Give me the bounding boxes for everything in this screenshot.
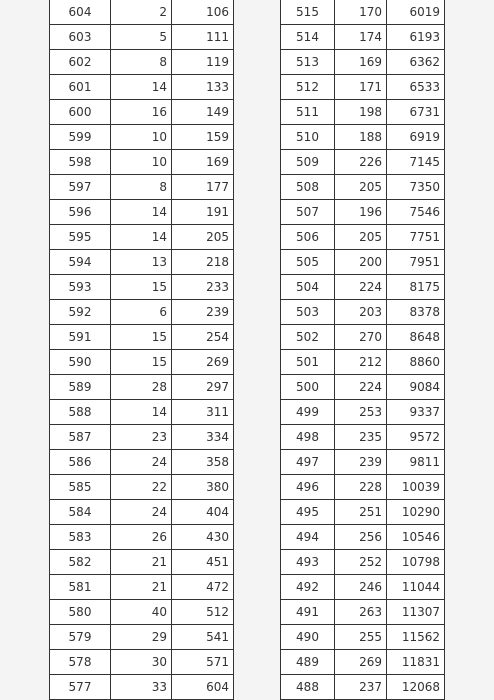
score-cell: 509 (281, 150, 335, 175)
table-row (50, 100, 234, 125)
score-cell: 497 (281, 450, 335, 475)
table-row (281, 300, 445, 325)
count-cell: 6 (111, 300, 172, 325)
cumulative-cell: 6533 (387, 75, 445, 100)
cumulative-cell: 451 (172, 550, 234, 575)
count-cell: 16 (111, 100, 172, 125)
score-cell: 600 (50, 100, 111, 125)
count-cell: 8 (111, 50, 172, 75)
table-row (50, 350, 234, 375)
score-cell: 596 (50, 200, 111, 225)
cumulative-cell: 7951 (387, 250, 445, 275)
score-cell: 587 (50, 425, 111, 450)
cumulative-cell: 233 (172, 275, 234, 300)
score-cell: 491 (281, 600, 335, 625)
count-cell: 14 (111, 75, 172, 100)
count-cell: 171 (335, 75, 387, 100)
count-cell: 228 (335, 475, 387, 500)
score-cell: 490 (281, 625, 335, 650)
score-cell: 592 (50, 300, 111, 325)
count-cell: 239 (335, 450, 387, 475)
table-row (50, 150, 234, 175)
cumulative-cell: 311 (172, 400, 234, 425)
count-cell: 33 (111, 675, 172, 700)
cumulative-cell: 11307 (387, 600, 445, 625)
score-cell: 588 (50, 400, 111, 425)
count-cell: 235 (335, 425, 387, 450)
score-cell: 506 (281, 225, 335, 250)
count-cell: 224 (335, 275, 387, 300)
count-cell: 15 (111, 275, 172, 300)
table-row (281, 100, 445, 125)
table-row (50, 675, 234, 700)
count-cell: 188 (335, 125, 387, 150)
cumulative-cell: 10798 (387, 550, 445, 575)
cumulative-cell: 159 (172, 125, 234, 150)
table-row (281, 75, 445, 100)
score-cell: 585 (50, 475, 111, 500)
table-row (50, 450, 234, 475)
count-cell: 8 (111, 175, 172, 200)
cumulative-cell: 10290 (387, 500, 445, 525)
score-cell: 601 (50, 75, 111, 100)
cumulative-cell: 106 (172, 0, 234, 25)
table-row (281, 650, 445, 675)
cumulative-cell: 8860 (387, 350, 445, 375)
table-row (50, 525, 234, 550)
score-cell: 503 (281, 300, 335, 325)
count-cell: 205 (335, 225, 387, 250)
count-cell: 205 (335, 175, 387, 200)
score-cell: 593 (50, 275, 111, 300)
count-cell: 5 (111, 25, 172, 50)
cumulative-cell: 177 (172, 175, 234, 200)
score-cell: 500 (281, 375, 335, 400)
score-cell: 515 (281, 0, 335, 25)
cumulative-cell: 7751 (387, 225, 445, 250)
cumulative-cell: 254 (172, 325, 234, 350)
table-row (281, 525, 445, 550)
score-cell: 589 (50, 375, 111, 400)
count-cell: 226 (335, 150, 387, 175)
cumulative-cell: 9572 (387, 425, 445, 450)
count-cell: 26 (111, 525, 172, 550)
score-cell: 514 (281, 25, 335, 50)
cumulative-cell: 149 (172, 100, 234, 125)
cumulative-cell: 10039 (387, 475, 445, 500)
table-row (50, 0, 234, 25)
table-row (50, 475, 234, 500)
count-cell: 14 (111, 400, 172, 425)
score-cell: 504 (281, 275, 335, 300)
table-row (281, 0, 445, 25)
cumulative-cell: 191 (172, 200, 234, 225)
score-cell: 577 (50, 675, 111, 700)
table-row (281, 400, 445, 425)
score-cell: 595 (50, 225, 111, 250)
table-row (281, 275, 445, 300)
count-cell: 256 (335, 525, 387, 550)
count-cell: 174 (335, 25, 387, 50)
table-row (281, 600, 445, 625)
table-row (50, 500, 234, 525)
score-cell: 590 (50, 350, 111, 375)
score-cell: 604 (50, 0, 111, 25)
table-row (50, 325, 234, 350)
score-cell: 493 (281, 550, 335, 575)
count-cell: 24 (111, 450, 172, 475)
cumulative-cell: 11831 (387, 650, 445, 675)
cumulative-cell: 11044 (387, 575, 445, 600)
table-row (50, 25, 234, 50)
score-cell: 510 (281, 125, 335, 150)
score-cell: 496 (281, 475, 335, 500)
score-cell: 581 (50, 575, 111, 600)
table-row (281, 175, 445, 200)
cumulative-cell: 111 (172, 25, 234, 50)
table-row (281, 550, 445, 575)
cumulative-cell: 6731 (387, 100, 445, 125)
cumulative-cell: 512 (172, 600, 234, 625)
count-cell: 237 (335, 675, 387, 700)
table-row (281, 625, 445, 650)
score-cell: 584 (50, 500, 111, 525)
score-cell: 598 (50, 150, 111, 175)
score-cell: 594 (50, 250, 111, 275)
cumulative-cell: 7546 (387, 200, 445, 225)
cumulative-cell: 9337 (387, 400, 445, 425)
cumulative-cell: 11562 (387, 625, 445, 650)
cumulative-cell: 133 (172, 75, 234, 100)
cumulative-cell: 8175 (387, 275, 445, 300)
count-cell: 270 (335, 325, 387, 350)
count-cell: 40 (111, 600, 172, 625)
table-row (281, 25, 445, 50)
count-cell: 15 (111, 325, 172, 350)
table-row (50, 625, 234, 650)
score-cell: 591 (50, 325, 111, 350)
cumulative-cell: 12068 (387, 675, 445, 700)
count-cell: 169 (335, 50, 387, 75)
count-cell: 21 (111, 550, 172, 575)
table-row (50, 650, 234, 675)
table-row (281, 200, 445, 225)
cumulative-cell: 472 (172, 575, 234, 600)
count-cell: 10 (111, 125, 172, 150)
count-cell: 15 (111, 350, 172, 375)
score-cell: 501 (281, 350, 335, 375)
table-row (281, 250, 445, 275)
table-row (50, 425, 234, 450)
table-row (50, 400, 234, 425)
count-cell: 22 (111, 475, 172, 500)
cumulative-cell: 218 (172, 250, 234, 275)
score-cell: 580 (50, 600, 111, 625)
cumulative-cell: 358 (172, 450, 234, 475)
cumulative-cell: 8378 (387, 300, 445, 325)
count-cell: 251 (335, 500, 387, 525)
count-cell: 198 (335, 100, 387, 125)
count-cell: 196 (335, 200, 387, 225)
score-cell: 513 (281, 50, 335, 75)
table-row (50, 300, 234, 325)
cumulative-cell: 10546 (387, 525, 445, 550)
count-cell: 212 (335, 350, 387, 375)
table-row (281, 500, 445, 525)
score-cell: 582 (50, 550, 111, 575)
count-cell: 246 (335, 575, 387, 600)
score-cell: 507 (281, 200, 335, 225)
cumulative-cell: 571 (172, 650, 234, 675)
table-row (50, 575, 234, 600)
cumulative-cell: 7145 (387, 150, 445, 175)
count-cell: 24 (111, 500, 172, 525)
score-cell: 488 (281, 675, 335, 700)
table-row (50, 175, 234, 200)
score-cell: 579 (50, 625, 111, 650)
score-cell: 505 (281, 250, 335, 275)
count-cell: 263 (335, 600, 387, 625)
score-cell: 494 (281, 525, 335, 550)
cumulative-cell: 404 (172, 500, 234, 525)
table-row (50, 200, 234, 225)
count-cell: 21 (111, 575, 172, 600)
cumulative-cell: 604 (172, 675, 234, 700)
count-cell: 2 (111, 0, 172, 25)
count-cell: 200 (335, 250, 387, 275)
cumulative-cell: 9084 (387, 375, 445, 400)
cumulative-cell: 6919 (387, 125, 445, 150)
table-row (50, 275, 234, 300)
cumulative-cell: 169 (172, 150, 234, 175)
table-row (50, 125, 234, 150)
table-row (50, 550, 234, 575)
count-cell: 203 (335, 300, 387, 325)
count-cell: 30 (111, 650, 172, 675)
score-cell: 586 (50, 450, 111, 475)
table-row (50, 50, 234, 75)
table-row (50, 375, 234, 400)
table-row (281, 325, 445, 350)
score-cell: 583 (50, 525, 111, 550)
cumulative-cell: 9811 (387, 450, 445, 475)
cumulative-cell: 205 (172, 225, 234, 250)
score-table-right-body (281, 0, 445, 700)
cumulative-cell: 6193 (387, 25, 445, 50)
count-cell: 29 (111, 625, 172, 650)
score-table-right (280, 0, 445, 700)
table-row (281, 425, 445, 450)
count-cell: 253 (335, 400, 387, 425)
score-cell: 511 (281, 100, 335, 125)
count-cell: 252 (335, 550, 387, 575)
count-cell: 255 (335, 625, 387, 650)
cumulative-cell: 6362 (387, 50, 445, 75)
score-cell: 602 (50, 50, 111, 75)
cumulative-cell: 8648 (387, 325, 445, 350)
cumulative-cell: 119 (172, 50, 234, 75)
table-row (50, 75, 234, 100)
score-cell: 508 (281, 175, 335, 200)
score-cell: 603 (50, 25, 111, 50)
cumulative-cell: 430 (172, 525, 234, 550)
cumulative-cell: 380 (172, 475, 234, 500)
score-cell: 495 (281, 500, 335, 525)
table-row (281, 225, 445, 250)
score-cell: 492 (281, 575, 335, 600)
count-cell: 13 (111, 250, 172, 275)
score-cell: 502 (281, 325, 335, 350)
table-row (281, 50, 445, 75)
count-cell: 23 (111, 425, 172, 450)
score-cell: 512 (281, 75, 335, 100)
table-row (281, 475, 445, 500)
count-cell: 224 (335, 375, 387, 400)
score-cell: 599 (50, 125, 111, 150)
cumulative-cell: 334 (172, 425, 234, 450)
cumulative-cell: 269 (172, 350, 234, 375)
score-cell: 498 (281, 425, 335, 450)
table-row (281, 675, 445, 700)
count-cell: 28 (111, 375, 172, 400)
table-row (281, 150, 445, 175)
table-row (281, 375, 445, 400)
count-cell: 10 (111, 150, 172, 175)
score-cell: 499 (281, 400, 335, 425)
table-row (50, 600, 234, 625)
score-cell: 578 (50, 650, 111, 675)
table-row (50, 250, 234, 275)
score-table-left (49, 0, 234, 700)
count-cell: 170 (335, 0, 387, 25)
cumulative-cell: 541 (172, 625, 234, 650)
table-row (281, 450, 445, 475)
count-cell: 14 (111, 200, 172, 225)
score-table-left-body (50, 0, 234, 700)
table-row (50, 225, 234, 250)
score-cell: 597 (50, 175, 111, 200)
count-cell: 269 (335, 650, 387, 675)
cumulative-cell: 239 (172, 300, 234, 325)
table-row (281, 350, 445, 375)
table-row (281, 575, 445, 600)
cumulative-cell: 7350 (387, 175, 445, 200)
score-cell: 489 (281, 650, 335, 675)
table-row (281, 125, 445, 150)
cumulative-cell: 6019 (387, 0, 445, 25)
cumulative-cell: 297 (172, 375, 234, 400)
count-cell: 14 (111, 225, 172, 250)
